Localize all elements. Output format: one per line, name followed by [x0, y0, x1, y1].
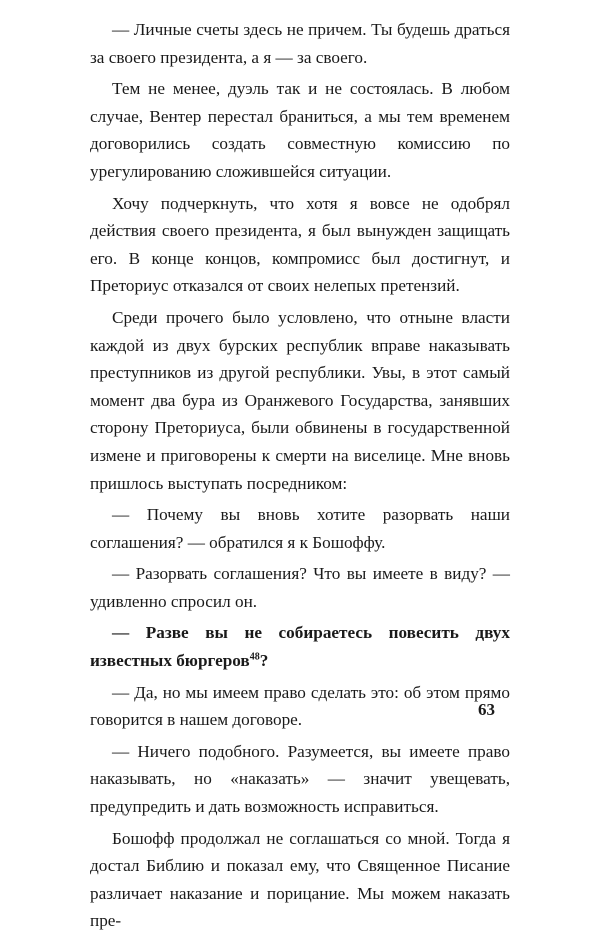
paragraph-6: — Разорвать соглашения? Что вы имеете в виду? — удивленно спросил он.: [90, 564, 510, 611]
page-number: 63: [478, 700, 495, 719]
paragraph-10: Бошофф продолжал не соглашаться со мной. Тогда я достал Библию и показал ему, что Священное Писание различает наказание и порицание. Мы можем наказать пре-: [90, 828, 510, 931]
paragraph-8: — Да, но мы имеем право сделать это: об этом прямо говорится в нашем договоре.: [90, 682, 510, 730]
question-mark: ?: [259, 651, 269, 671]
paragraph-2: Тем не менее, дуэль так и не состоялась. В любом случае, Вентер перестал браниться, а мы тем временем договорились создать совместную комиссию по урегулированию сложившейся ситуации.: [90, 79, 510, 181]
paragraph-9: — Ничего подобного. Разумеется, вы имеете право наказывать, но «наказать» — значит увещевать, предупредить и дать возможность исправиться.: [90, 741, 510, 817]
footnote-reference: 48: [249, 651, 260, 663]
paragraph-4: Среди прочего было условлено, что отныне власти каждой из двух бурских республик вправе наказывать преступников из другой республики. Увы, в этот самый момент два бура из Оранжевого Государства, занявших сторону Преториуса, были обвинены в государственной измене и приговорены к смерти на виселице. Мне вновь пришлось выступать посредником:: [90, 307, 510, 493]
paragraph-3: Хочу подчеркнуть, что хотя я вовсе не одобрял действия своего президента, я был вынужден защищать его. В конце концов, компромисс был достигнут, и Преториус отказался от своих нелепых претензий.: [90, 193, 510, 296]
paragraph-7: [90, 619, 510, 674]
paragraph-7-text: — Разве вы не собираетесь повесить двух известных бюргеров: [90, 623, 510, 671]
paragraph-5: — Почему вы вновь хотите разорвать наши соглашения? — обратился я к Бошоффу.: [90, 505, 510, 552]
book-page: [90, 16, 510, 935]
paragraph-1: — Личные счеты здесь не причем. Ты будешь драться за своего президента, а я — за своего.: [90, 20, 510, 67]
